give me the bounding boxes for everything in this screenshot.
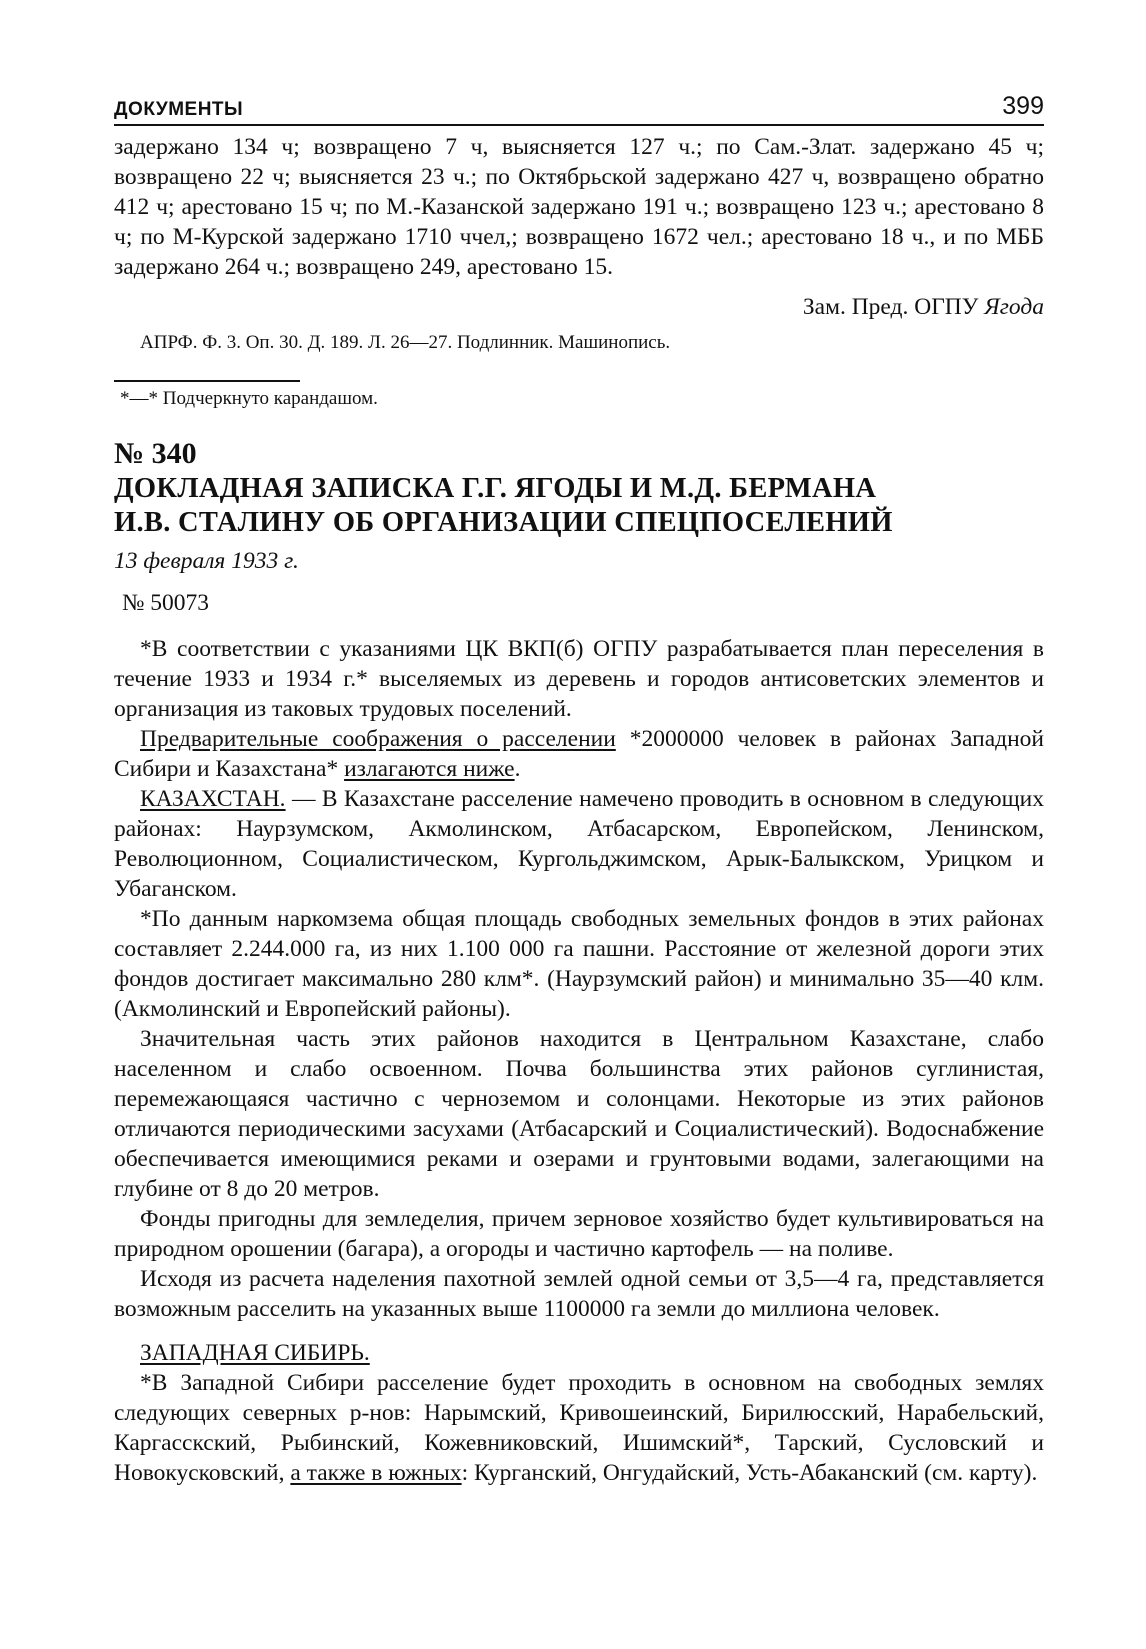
kazakhstan-text: — В Казахстане расселение намечено проводить в основном в следующих районах: Наурзумском, Акмолинском, Атбасарском, Европейском, Ленинском, Революционном, Социалистическом, Кургольджимском, Арык-Балыкском, Урицком и Убаганском. [114,786,1044,902]
running-head [114,92,1044,126]
previous-document-text: задержано 134 ч; возвращено 7 ч, выясняется 127 ч.; по Сам.-Злат. задержано 45 ч; возвращено 22 ч; выясняется 23 ч.; по Октябрьской задержано 427 ч, возвращено обратно 412 ч; арестовано 15 ч; по М.-Казанской задержано 191 ч.; возвращено 123 ч.; арестовано 8 ч; по М-Курской задержано 1710 ччел,; возвращено 1672 чел.; арестовано 18 ч., и по МББ задержано 264 ч.; возвращено 249, арестовано 15. [114,134,1044,280]
document-number: № 340 [114,437,197,470]
section-title: ДОКУМЕНТЫ [114,99,244,120]
paragraph-8-start: *В Западной Сибири расселение будет проходить в основном на свободных землях следующих северных р-нов: Нарымский, Кривошеинский, Бирилюсский, Нарабельский, Каргасскский, Рыбинский, Кожевниковский, Ишимский*, Тарский, Сусловский и Новокусковский, [114,1370,1044,1486]
signature [114,292,1044,322]
paragraph-8-end: : Курганский, Онгудайский, Усть-Абаканский (см. карту). [461,1460,1038,1486]
paragraph-2-end: . [514,756,521,782]
page-number: 399 [1002,92,1044,120]
signature-name: Ягода [984,294,1044,320]
document-title-line-2: И.В. СТАЛИНУ ОБ ОРГАНИЗАЦИИ СПЕЦПОСЕЛЕНИЙ [114,507,893,538]
paragraph-5: Значительная часть этих районов находится в Центральном Казахстане, слабо населенном и слабо освоенном. Почва большинства этих районов суглинистая, перемежающаяся частично с черноземом и солонцами. Некоторые из этих районов отличаются периодическими засухами (Атбасарский и Социалистический). Водоснабжение обеспечивается имеющимися реками и озерами и грунтовыми водами, залегающими на глубине от 8 до 20 метров. [114,1026,1044,1202]
paragraph-kazakhstan [114,784,1044,904]
underlined-phrase: Предварительные соображения о расселении [140,726,616,752]
underlined-phrase: излагаются ниже [344,756,515,782]
paragraph-7: Исходя из расчета наделения пахотной землей одной семьи от 3,5—4 га, представляется возможным расселить на указанных выше 1100000 га земли до миллиона человек. [114,1266,1044,1322]
section-heading-west-siberia [114,1338,1044,1368]
document-title-line-1: ДОКЛАДНАЯ ЗАПИСКА Г.Г. ЯГОДЫ И М.Д. БЕРМАНА [114,473,877,504]
underlined-phrase: а также в южных [290,1460,462,1486]
outgoing-number: № 50073 [122,590,210,616]
paragraph-2-middle: *2000000 человек в районах Западной Сибири и Казахстана* [114,726,1044,782]
signature-title: Зам. Пред. ОГПУ [802,294,979,320]
paragraph-8 [114,1368,1044,1488]
paragraph-4: *По данным наркомзема общая площадь свободных земельных фондов в этих районах составляет 2.244.000 га, из них 1.100 000 га пашни. Расстояние от железной дороги этих фондов достигает максимально 280 клм*. (Наурзумский район) и минимально 35—40 клм. (Акмолинский и Европейский районы). [114,906,1044,1022]
document-body [114,634,1044,1488]
book-page [114,92,1044,1488]
archive-source: АПРФ. Ф. 3. Оп. 30. Д. 189. Л. 26—27. Подлинник. Машинопись. [140,332,671,353]
footnote: *—* Подчеркнуто карандашом. [120,388,378,409]
section-heading-kazakhstan: КАЗАХСТАН. [140,786,286,812]
footnote-divider [114,380,300,382]
paragraph-2 [114,724,1044,784]
document-date: 13 февраля 1933 г. [114,548,299,574]
paragraph-1: *В соответствии с указаниями ЦК ВКП(б) ОГПУ разрабатывается план переселения в течение 1933 и 1934 г.* выселяемых из деревень и городов антисоветских элементов и организация из таковых трудовых поселений. [114,636,1044,722]
west-siberia-heading-text: ЗАПАДНАЯ СИБИРЬ. [140,1340,370,1366]
paragraph-6: Фонды пригодны для земледелия, причем зерновое хозяйство будет культивироваться на природном орошении (багара), а огороды и частично картофель — на поливе. [114,1206,1044,1262]
